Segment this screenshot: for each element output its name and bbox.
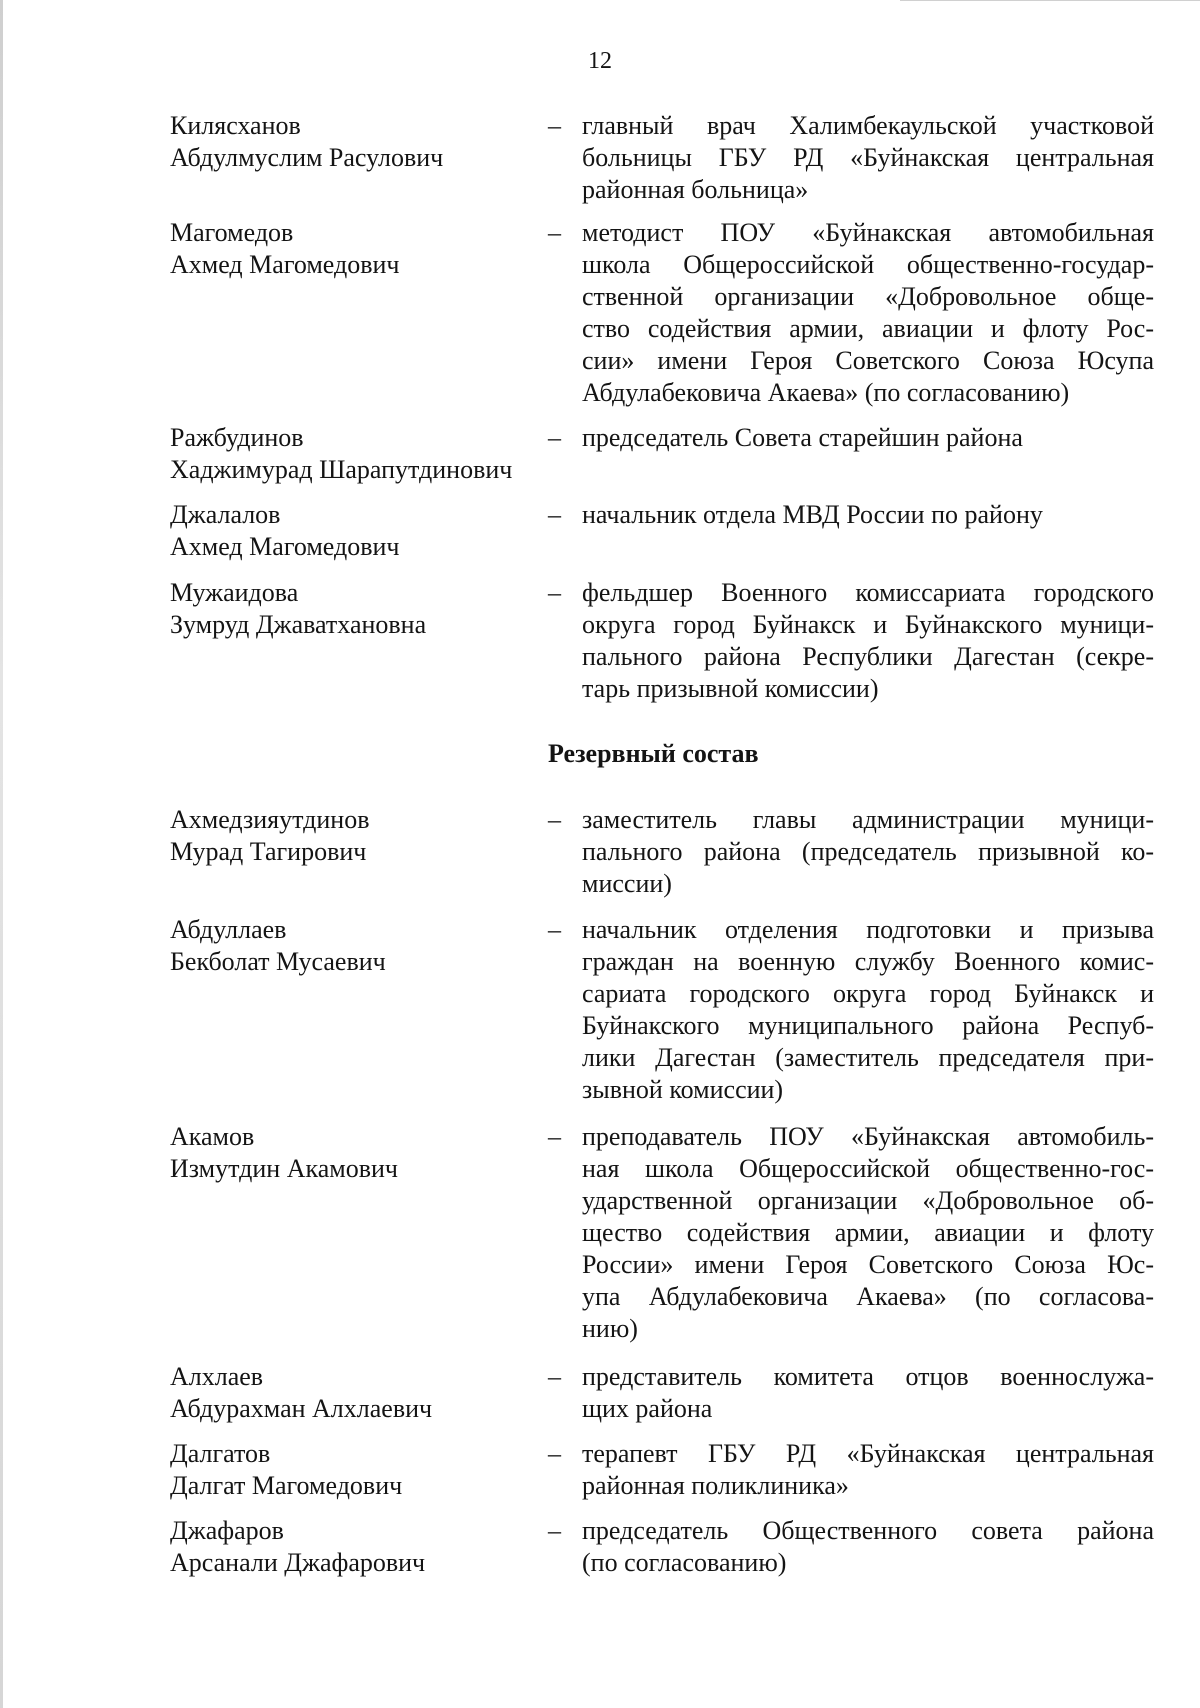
member-role xyxy=(582,1515,1154,1579)
member-role-line: терапевт ГБУ РД «Буйнакская центральная xyxy=(582,1439,1154,1468)
dash-separator: – xyxy=(548,500,561,529)
member-role-line: нию) xyxy=(582,1314,638,1343)
member-role-line: сариата городского округа город Буйнакск и xyxy=(582,979,1154,1008)
member-role-line: пального района (председатель призывной ко- xyxy=(582,837,1154,866)
member-name-line: Ахмед Магомедович xyxy=(170,250,400,279)
member-role-line: ударственной организации «Добровольное об- xyxy=(582,1186,1154,1215)
member-role-line: миссии) xyxy=(582,869,672,898)
member-name xyxy=(170,914,550,978)
member-role-line: ство содействия армии, авиации и флоту Рос- xyxy=(582,314,1154,343)
member-role-line: России» имени Героя Советского Союза Юс- xyxy=(582,1250,1154,1279)
member-role-line: округа город Буйнакск и Буйнакского муници- xyxy=(582,610,1154,639)
member-name xyxy=(170,804,550,868)
member-role-line: ственной организации «Добровольное обще- xyxy=(582,282,1154,311)
member-name-line: Абдулмуслим Расулович xyxy=(170,143,444,172)
member-role-line: щих района xyxy=(582,1394,713,1423)
member-name-line: Алхлаев xyxy=(170,1362,264,1391)
member-role-line: методист ПОУ «Буйнакская автомобильная xyxy=(582,218,1154,247)
member-name-line: Ражбудинов xyxy=(170,423,304,452)
member-name-line: Джафаров xyxy=(170,1516,284,1545)
member-role xyxy=(582,499,1154,531)
member-role-line: начальник отделения подготовки и призыва xyxy=(582,915,1154,944)
member-role-line: Буйнакского муниципального района Респуб- xyxy=(582,1011,1154,1040)
member-role-line: заместитель главы администрации муници- xyxy=(582,805,1154,834)
page-number: 12 xyxy=(588,48,612,74)
member-role-line: районная больница» xyxy=(582,175,809,204)
member-name-line: Измутдин Акамович xyxy=(170,1154,398,1183)
member-role-line: фельдшер Военного комиссариата городского xyxy=(582,578,1154,607)
member-role-line: тарь призывной комиссии) xyxy=(582,674,879,703)
member-name xyxy=(170,217,550,281)
member-role-line: зывной комиссии) xyxy=(582,1075,784,1104)
member-role-line: председатель Совета старейшин района xyxy=(582,423,1023,452)
member-name xyxy=(170,499,550,563)
dash-separator: – xyxy=(548,1362,561,1391)
member-name-line: Магомедов xyxy=(170,218,294,247)
member-name-line: Ахмед Магомедович xyxy=(170,532,400,561)
member-role xyxy=(582,1361,1154,1425)
member-name xyxy=(170,1121,550,1185)
member-role-line: упа Абдулабековича Акаева» (по согласова- xyxy=(582,1282,1154,1311)
member-role-line: лики Дагестан (заместитель председателя при- xyxy=(582,1043,1154,1072)
dash-separator: – xyxy=(548,1439,561,1468)
member-role-line: (по согласованию) xyxy=(582,1548,787,1577)
dash-separator: – xyxy=(548,915,561,944)
member-name-line: Абдурахман Алхлаевич xyxy=(170,1394,433,1423)
member-role xyxy=(582,1438,1154,1502)
dash-separator: – xyxy=(548,423,561,452)
dash-separator: – xyxy=(548,218,561,247)
member-name-line: Килясханов xyxy=(170,111,301,140)
member-name xyxy=(170,1438,550,1502)
member-role xyxy=(582,110,1154,206)
member-name-line: Хаджимурад Шарапутдинович xyxy=(170,455,513,484)
member-role xyxy=(582,914,1154,1106)
dash-separator: – xyxy=(548,1122,561,1151)
member-role-line: представитель комитета отцов военнослужа- xyxy=(582,1362,1154,1391)
member-role xyxy=(582,804,1154,900)
member-name xyxy=(170,110,550,174)
member-name-line: Бекболат Мусаевич xyxy=(170,947,386,976)
member-name xyxy=(170,577,550,641)
member-name-line: Акамов xyxy=(170,1122,255,1151)
member-role-line: щество содействия армии, авиации и флоту xyxy=(582,1218,1154,1247)
member-name-line: Мурад Тагирович xyxy=(170,837,367,866)
member-role-line: пального района Республики Дагестан (секре- xyxy=(582,642,1154,671)
member-name xyxy=(170,422,550,486)
member-name-line: Мужаидова xyxy=(170,578,299,607)
dash-separator: – xyxy=(548,1516,561,1545)
member-name xyxy=(170,1515,550,1579)
member-name-line: Далгат Магомедович xyxy=(170,1471,403,1500)
member-name-line: Арсанали Джафарович xyxy=(170,1548,426,1577)
member-role xyxy=(582,577,1154,705)
dash-separator: – xyxy=(548,805,561,834)
member-name xyxy=(170,1361,550,1425)
member-role-line: граждан на военную службу Военного комис- xyxy=(582,947,1154,976)
member-role-line: начальник отдела МВД России по району xyxy=(582,500,1043,529)
member-name-line: Зумруд Джаватхановна xyxy=(170,610,427,639)
scan-line xyxy=(900,0,1200,1)
member-role-line: сии» имени Героя Советского Союза Юсупа xyxy=(582,346,1154,375)
member-role xyxy=(582,217,1154,409)
member-role-line: районная поликлиника» xyxy=(582,1471,849,1500)
member-role-line: преподаватель ПОУ «Буйнакская автомобиль- xyxy=(582,1122,1154,1151)
member-role xyxy=(582,1121,1154,1345)
member-role-line: главный врач Халимбекаульской участковой xyxy=(582,111,1154,140)
member-role xyxy=(582,422,1154,454)
member-role-line: ная школа Общероссийской общественно-гос- xyxy=(582,1154,1154,1183)
member-role-line: председатель Общественного совета района xyxy=(582,1516,1154,1545)
dash-separator: – xyxy=(548,578,561,607)
member-name-line: Далгатов xyxy=(170,1439,271,1468)
member-role-line: школа Общероссийской общественно-государ- xyxy=(582,250,1154,279)
section-heading-reserve: Резервный состав xyxy=(548,739,759,768)
member-role-line: Абдулабековича Акаева» (по согласованию) xyxy=(582,378,1070,407)
member-name-line: Ахмедзияутдинов xyxy=(170,805,370,834)
member-name-line: Абдуллаев xyxy=(170,915,287,944)
member-role-line: больницы ГБУ РД «Буйнакская центральная xyxy=(582,143,1154,172)
dash-separator: – xyxy=(548,111,561,140)
member-name-line: Джалалов xyxy=(170,500,281,529)
scan-border xyxy=(0,0,3,1708)
